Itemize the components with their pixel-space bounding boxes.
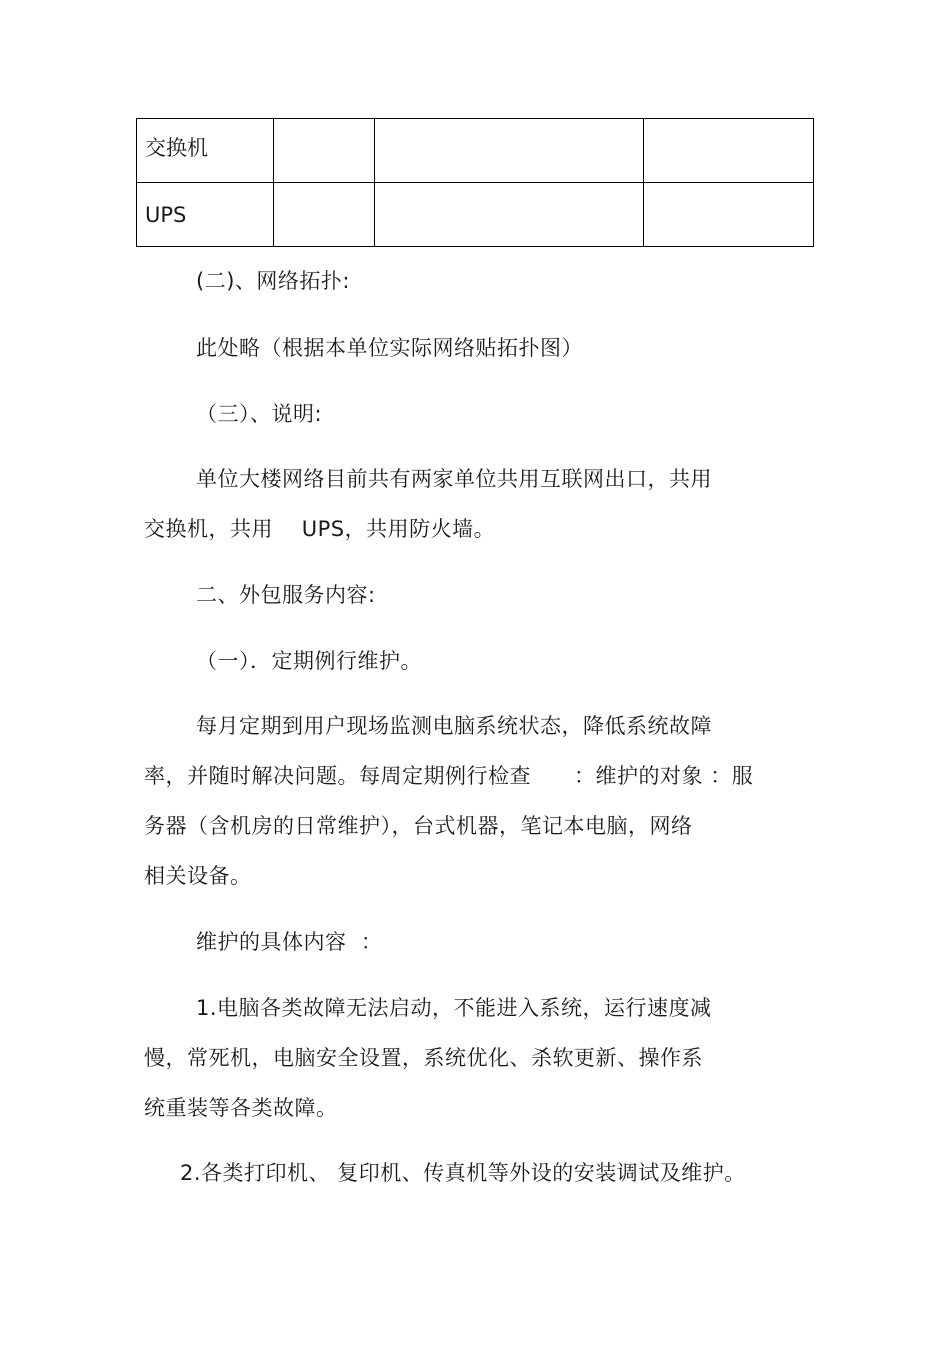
paragraph-line: 慢，常死机，电脑安全设置，系统优化、杀软更新、操作系 (144, 1046, 703, 1070)
list-item: 2.各类打印机、 复印机、传真机等外设的安装调试及维护。 (180, 1161, 746, 1185)
paragraph-line: 务器（含机房的日常维护），台式机器，笔记本电脑，网络 (144, 814, 693, 838)
paragraph-line: 相关设备。 (144, 864, 252, 888)
paragraph-line: 单位大楼网络目前共有两家单位共用互联网出口，共用 (196, 467, 712, 491)
table-row (137, 183, 814, 247)
paragraph-line: 维护的具体内容 ： (196, 930, 383, 954)
section-heading-topology: (二)、网络拓扑: (196, 269, 350, 293)
section-heading-services: 二、外包服务内容: (196, 583, 376, 607)
table-cell: UPS (137, 183, 274, 247)
table-row (137, 119, 814, 183)
table-cell (644, 183, 814, 247)
table-cell: 交换机 (137, 119, 274, 183)
paragraph-line: 此处略（根据本单位实际网络贴拓扑图） (196, 336, 583, 360)
paragraph-line: 每月定期到用户现场监测电脑系统状态，降低系统故障 (196, 714, 712, 738)
table-cell (274, 183, 375, 247)
section-heading-maintenance: （一）．定期例行维护。 (196, 649, 422, 673)
paragraph-line: 交换机，共用 UPS，共用防火墙。 (144, 517, 496, 541)
table-cell (375, 183, 644, 247)
paragraph-line: 率，并随时解决问题。每周定期例行检查 ：维护的对象 ：服 (144, 764, 754, 788)
device-table (136, 118, 814, 247)
paragraph-line: 统重装等各类故障。 (144, 1096, 338, 1120)
table-cell (644, 119, 814, 183)
table-cell (375, 119, 644, 183)
section-heading-notes: （三）、说明: (196, 402, 323, 426)
table-cell (274, 119, 375, 183)
list-item: 1.电脑各类故障无法启动，不能进入系统，运行速度减 (196, 996, 712, 1020)
